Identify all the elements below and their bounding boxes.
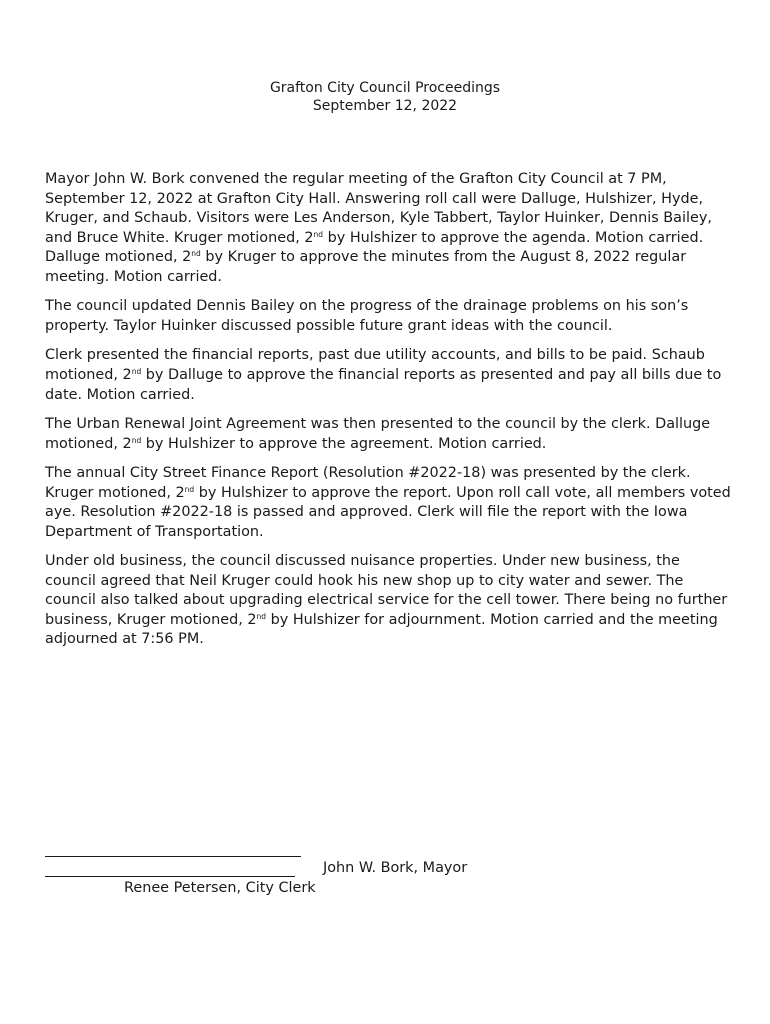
meeting-date: September 12, 2022 <box>312 98 458 114</box>
document-header <box>0 79 770 115</box>
paragraph-street-finance: The annual City Street Finance Report (Resolution #2022-18) was presented by the clerk. Kruger motioned, 2nd by Hulshizer to approve the report. Upon roll call vote, all members voted aye. Resolution #2022-18 is passed and approved. Clerk will file the report with the Iowa Department of Transportation. <box>45 464 731 540</box>
paragraph-financial-reports: Clerk presented the financial reports, past due utility accounts, and bills to be paid. Schaub motioned, 2nd by Dalluge to approve the financial reports as presented and pay all bills due to date. Motion carried. <box>45 347 722 403</box>
mayor-signature-name: John W. Bork, Mayor <box>323 860 468 876</box>
clerk-signature-line <box>45 876 295 877</box>
paragraph-roll-call: Mayor John W. Bork convened the regular meeting of the Grafton City Council at 7 PM, September 12, 2022 at Grafton City Hall. Answering roll call were Dalluge, Hulshizer, Hyde, Kruger, and Schaub. Visitors were Les Anderson, Kyle Tabbert, Taylor Huinker, Dennis Bailey, and Bruce White. Kruger motioned, 2nd by Hulshizer to approve the agenda. Motion carried. Dalluge motioned, 2nd by Kruger to approve the minutes from the August 8, 2022 regular meeting. Motion carried. <box>45 171 712 285</box>
paragraph-visitors: The council updated Dennis Bailey on the progress of the drainage problems on his son’s property. Taylor Huinker discussed possible future grant ideas with the council. <box>45 298 689 334</box>
minutes-body <box>45 170 735 660</box>
document-title: Grafton City Council Proceedings <box>269 80 501 96</box>
paragraph-urban-renewal: The Urban Renewal Joint Agreement was then presented to the council by the clerk. Dalluge motioned, 2nd by Hulshizer to approve the agreement. Motion carried. <box>45 415 711 452</box>
mayor-signature-line <box>45 856 301 857</box>
paragraph-business-adjournment: Under old business, the council discussed nuisance properties. Under new business, the council agreed that Neil Kruger could hook his new shop up to city water and sewer. The council also talked about upgrading electrical service for the cell tower. There being no further business, Kruger motioned, 2nd by Hulshizer for adjournment. Motion carried and the meeting adjourned at 7:56 PM. <box>45 553 728 648</box>
clerk-signature-name: Renee Petersen, City Clerk <box>124 880 316 896</box>
